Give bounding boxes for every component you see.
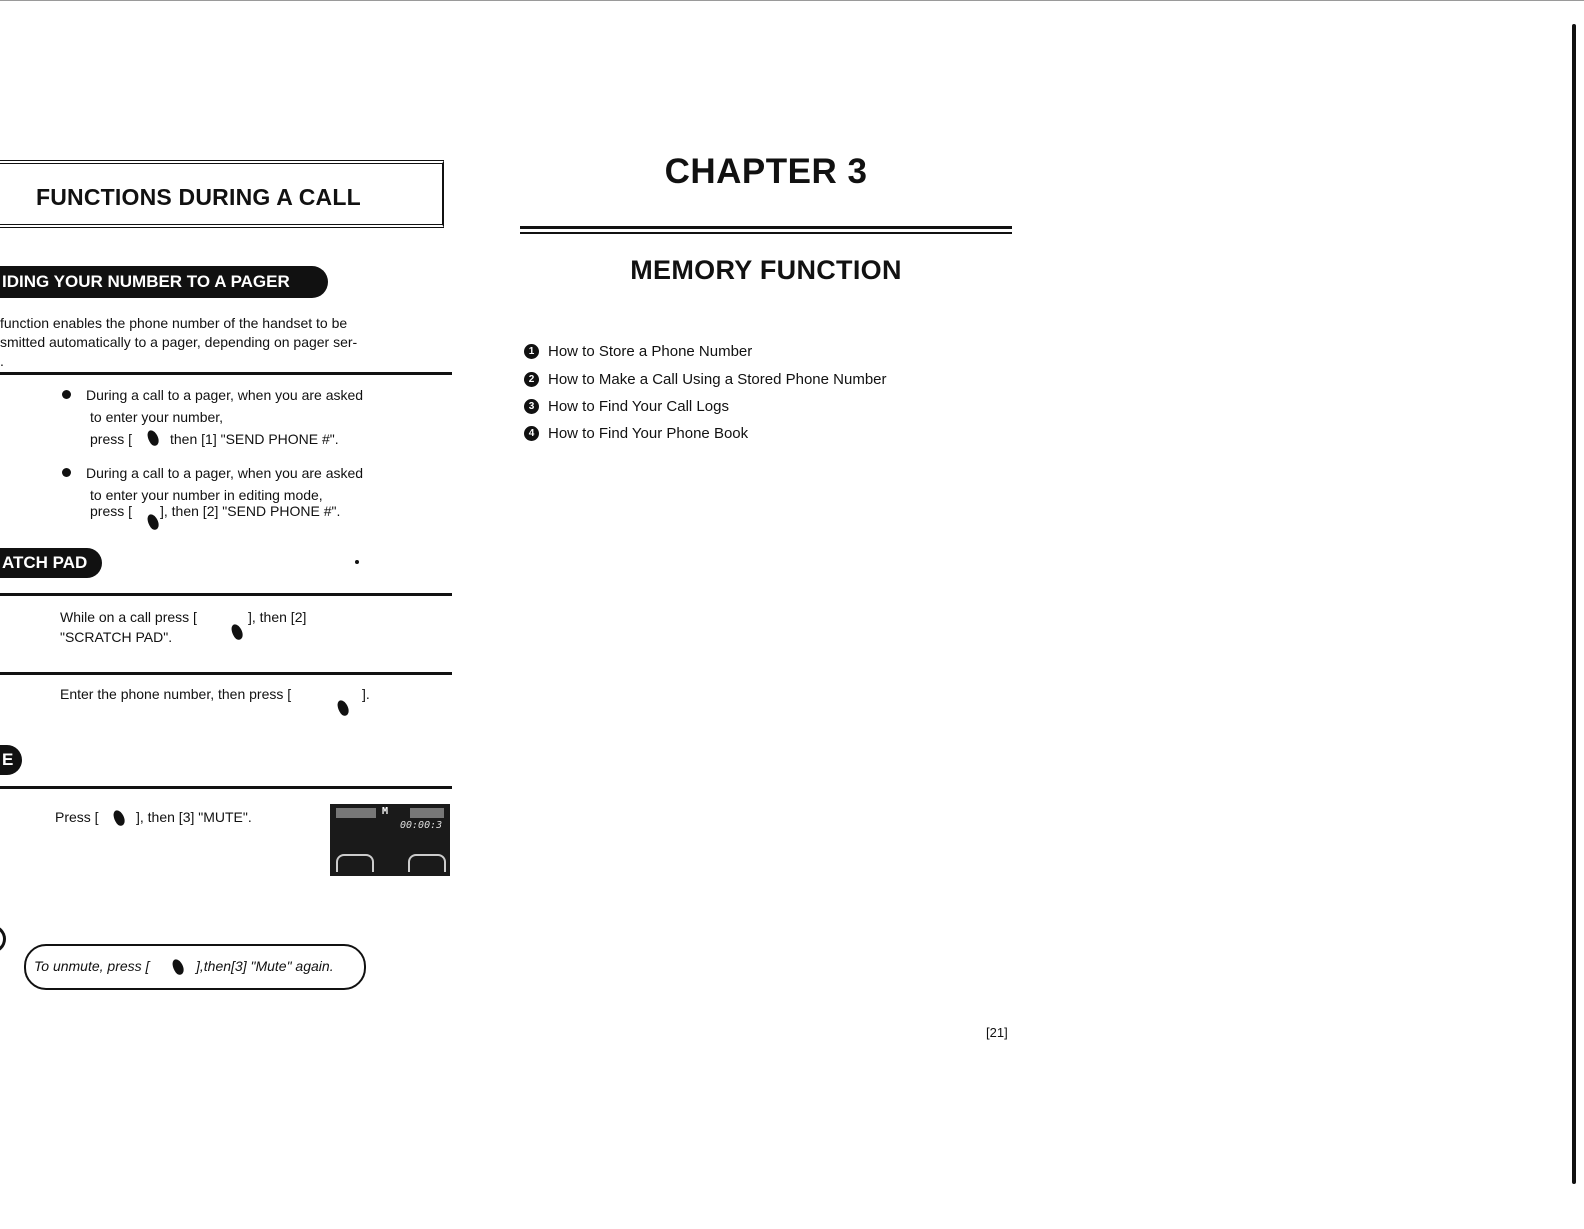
battery-bar <box>410 808 444 818</box>
scratch-pad-heading-pill <box>0 548 102 578</box>
bullet2-line-3: press [ <box>90 503 133 519</box>
chapter-rule <box>520 226 1012 229</box>
menu-key-icon <box>334 699 351 718</box>
scratch-step1-b: ], then [2] <box>248 609 307 625</box>
divider <box>0 672 452 675</box>
chapter-subtitle: MEMORY FUNCTION <box>630 255 902 285</box>
chapter-title: CHAPTER 3 <box>664 152 868 191</box>
bullet1-line-4: then [1] "SEND PHONE #". <box>170 431 339 447</box>
pager-intro-line-1: function enables the phone number of the handset to be <box>0 315 348 331</box>
top-border-line <box>0 0 1584 1</box>
pager-heading: IDING YOUR NUMBER TO A PAGER <box>2 272 290 291</box>
page-number: [21] <box>986 1025 1008 1040</box>
menu-key-icon <box>228 623 245 642</box>
scratch-step2-a: Enter the phone number, then press [ <box>60 686 292 702</box>
toc-item <box>524 371 887 388</box>
chapter-rule <box>520 232 1012 234</box>
divider <box>0 786 452 789</box>
bullet2-line-4: ], then [2] "SEND PHONE #". <box>160 503 341 519</box>
scratch-step2-b: ]. <box>362 686 370 702</box>
mute-heading-pill <box>0 745 22 775</box>
number-badge-icon: 3 <box>524 399 539 414</box>
bullet2-line-2: to enter your number in editing mode, <box>90 487 323 503</box>
bullet1-line-3: press [ <box>90 431 133 447</box>
bullet-dot-icon <box>62 468 71 477</box>
number-badge-icon: 1 <box>524 344 539 359</box>
toc-item-label: How to Make a Call Using a Stored Phone Number <box>548 371 887 388</box>
pager-intro-line-3: . <box>0 353 4 369</box>
page-edge-line <box>1572 24 1576 1184</box>
bullet-dot-icon <box>62 390 71 399</box>
number-badge-icon: 2 <box>524 372 539 387</box>
scratch-step1-c: "SCRATCH PAD". <box>60 629 173 645</box>
pager-intro-line-2: smitted automatically to a pager, depending on pager ser- <box>0 334 358 350</box>
mute-indicator: M <box>382 806 389 817</box>
mute-heading: E <box>2 750 14 769</box>
section-title: FUNCTIONS DURING A CALL <box>36 184 361 210</box>
divider <box>0 593 452 596</box>
bullet2-line-1: During a call to a pager, when you are asked <box>86 465 364 481</box>
stray-dot <box>355 560 359 564</box>
bullet1-line-1: During a call to a pager, when you are asked <box>86 387 364 403</box>
toc-item-label: How to Find Your Call Logs <box>548 398 729 415</box>
toc-item <box>524 343 752 360</box>
soft-key-right <box>408 854 446 872</box>
mute-step-b: ], then [3] "MUTE". <box>136 809 252 825</box>
menu-key-icon <box>144 429 161 448</box>
mute-step-a: Press [ <box>55 809 99 825</box>
toc-item <box>524 398 729 415</box>
pager-heading-pill <box>0 266 328 298</box>
scratch-step1-a: While on a call press [ <box>60 609 197 625</box>
signal-bar <box>336 808 376 818</box>
soft-key-left <box>336 854 374 872</box>
call-timer: 00:00:3 <box>400 820 443 831</box>
menu-key-icon <box>110 809 127 828</box>
scratch-pad-heading: ATCH PAD <box>2 553 88 572</box>
toc-item-label: How to Store a Phone Number <box>548 343 753 360</box>
note-text-a: To unmute, press [ <box>34 958 150 974</box>
toc-item-label: How to Find Your Phone Book <box>548 425 749 442</box>
number-badge-icon: 4 <box>524 426 539 441</box>
note-icon <box>0 925 6 953</box>
bullet1-line-2: to enter your number, <box>90 409 224 425</box>
divider <box>0 372 452 375</box>
toc-item <box>524 425 748 442</box>
note-text-b: ],then[3] "Mute" again. <box>196 958 334 974</box>
phone-display-image <box>330 804 450 876</box>
